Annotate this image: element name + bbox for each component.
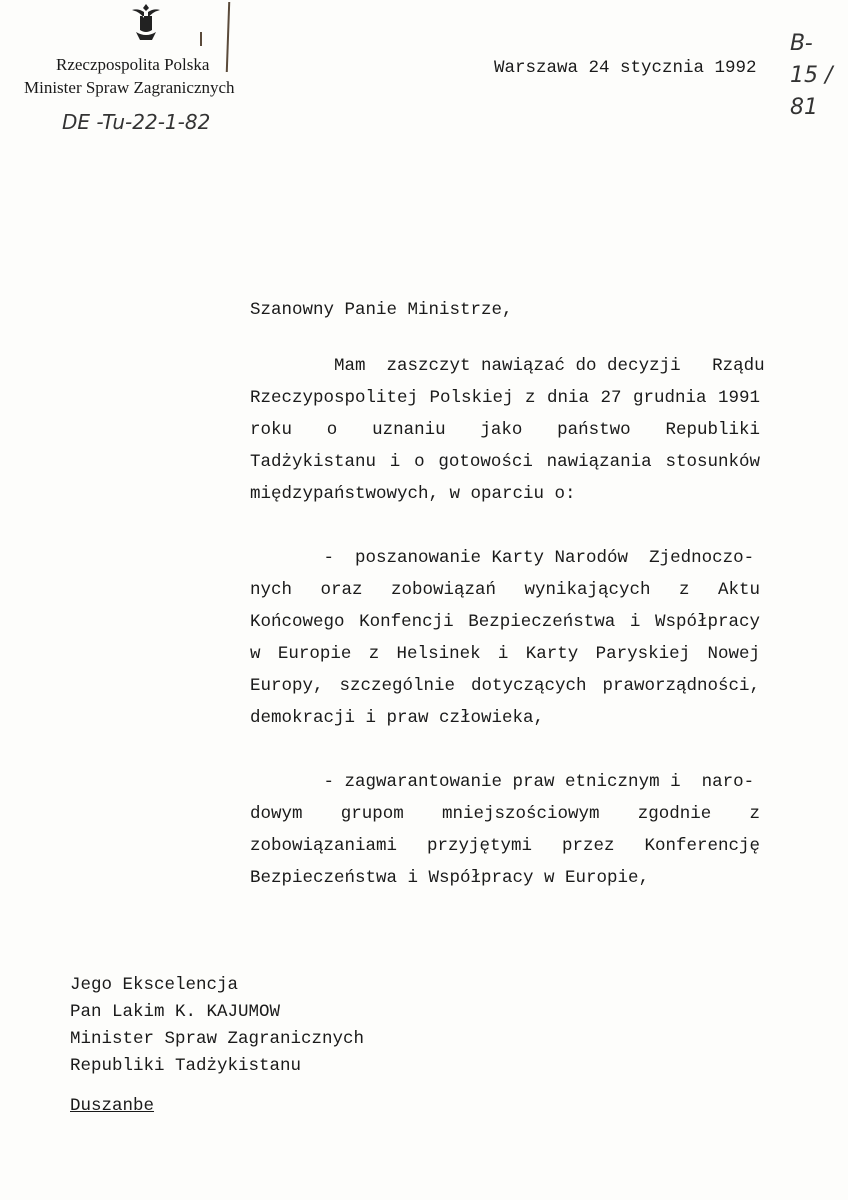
addressee-line4: Republiki Tadżykistanu	[70, 1056, 302, 1076]
body-line: Europy, szczególnie dotyczących praworządności,	[250, 676, 760, 696]
letterhead-line1: Rzeczpospolita Polska	[56, 55, 210, 74]
letterhead-line2: Minister Spraw Zagranicznych	[24, 78, 235, 97]
addressee-line3: Minister Spraw Zagranicznych	[70, 1029, 365, 1049]
place-date: Warszawa 24 stycznia 1992	[494, 58, 757, 78]
addressee-city: Duszanbe	[70, 1096, 155, 1116]
body-line: Końcowego Konfencji Bezpieczeństwa i Współpracy	[250, 612, 760, 632]
handwritten-reference: DE -Tu-22-1-82	[62, 110, 211, 134]
handwritten-vertical-mark	[226, 2, 230, 72]
polish-eagle-emblem	[122, 2, 170, 44]
addressee-line2: Pan Lakim K. KAJUMOW	[70, 1002, 281, 1022]
body-line: dowym grupom mniejszościowym zgodnie z	[250, 804, 760, 824]
body-line: w Europie z Helsinek i Karty Paryskiej Nowej	[250, 644, 760, 664]
body-line: demokracji i praw człowieka,	[250, 708, 545, 728]
greeting: Szanowny Panie Ministrze,	[250, 300, 513, 320]
addressee-line1: Jego Ekscelencja	[70, 975, 239, 995]
handwritten-tick	[200, 32, 202, 46]
body-line: nych oraz zobowiązań wynikających z Aktu	[250, 580, 760, 600]
body-line: - zagwarantowanie praw etnicznym i naro-	[250, 772, 755, 792]
body-line: roku o uznaniu jako państwo Republiki	[250, 420, 760, 440]
body-line: międzypaństwowych, w oparciu o:	[250, 484, 576, 504]
body-line: Bezpieczeństwa i Współpracy w Europie,	[250, 868, 650, 888]
handwritten-archive-mark: B-15 / 81	[790, 31, 833, 120]
body-line: zobowiązaniami przyjętymi przez Konferencję	[250, 836, 760, 856]
body-line: Rzeczypospolitej Polskiej z dnia 27 grudnia 1991	[250, 388, 760, 408]
body-line: - poszanowanie Karty Narodów Zjednoczo-	[250, 548, 755, 568]
body-line: Mam zaszczyt nawiązać do decyzji Rządu	[250, 356, 765, 376]
body-line: Tadżykistanu i o gotowości nawiązania stosunków	[250, 452, 760, 472]
